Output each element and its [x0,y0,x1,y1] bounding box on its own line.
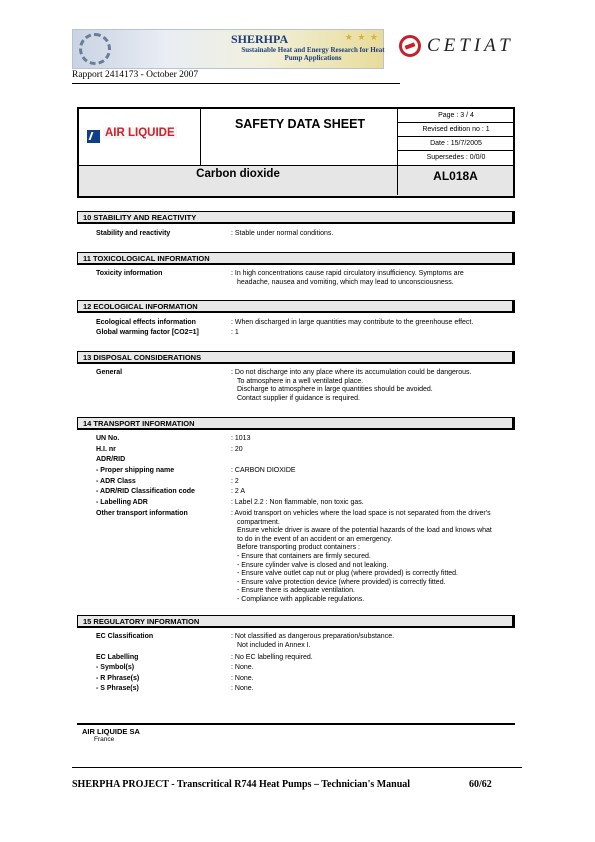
footer-company: AIR LIQUIDE SA [82,727,140,736]
field-value: : Avoid transport on vehicles where the load space is not separated from the driver's [231,510,491,517]
field-value: Contact supplier if guidance is required. [237,394,360,402]
field-label: - ADR Class [96,478,136,485]
field-value: : Label 2.2 : Non flammable, non toxic gas. [231,499,364,506]
company-logo-cell [79,109,201,165]
field-value: headache, nausea and vomiting, which may lead to unconsciousness. [237,279,454,286]
cetiat-logo-text: CETIAT [427,35,514,56]
field-value: - Ensure valve outlet cap nut or plug (where provided) is correctly fitted. [237,570,458,578]
field-value: : No EC labelling required. [231,654,313,661]
field-value: To atmosphere in a well ventilated place. [237,377,364,385]
section-header: 13 DISPOSAL CONSIDERATIONS [77,351,515,364]
sherpha-banner [72,29,384,69]
section-header: 12 ECOLOGICAL INFORMATION [77,300,515,313]
field-value: : In high concentrations cause rapid circulatory insufficiency. Symptoms are [231,270,464,277]
field-label: General [96,369,123,376]
field-value: compartment. [237,518,280,526]
eu-stars-icon: ★ ★ ★ [344,32,379,42]
field-value: : CARBON DIOXIDE [231,467,296,474]
product-row [79,165,513,196]
field-value: : None. [231,685,254,692]
footer-page-number: 60/62 [469,779,492,790]
revision: Revised edition no : 1 [398,123,514,137]
field-value: - Ensure there is adequate ventilation. [237,587,355,595]
field-label: ADR/RID [96,456,126,463]
document-meta [397,109,513,165]
field-label: EC Classification [96,633,154,640]
field-label: - Proper shipping name [96,467,175,474]
field-label: H.I. nr [96,446,116,453]
field-value: : None. [231,664,254,671]
field-label: - S Phrase(s) [96,685,139,692]
field-value: Not included in Annex I. [237,642,311,649]
product-code: AL018A [397,166,513,195]
field-label: - Labelling ADR [96,499,148,506]
document-title: SAFETY DATA SHEET [234,117,366,131]
gear-icon [79,33,111,65]
field-value: : 20 [231,446,243,453]
field-value: : 2 A [231,488,246,495]
footer-project: SHERPHA PROJECT - Transcritical R744 Heat Pumps – Technician's Manual [72,779,411,790]
divider [72,767,522,768]
air-liquide-logo-icon [87,130,100,143]
field-value: Ensure vehicle driver is aware of the potential hazards of the load and knows what [237,527,492,535]
field-label: EC Labelling [96,654,139,661]
field-value: : When discharged in large quantities may contribute to the greenhouse effect. [231,319,474,326]
field-label: - R Phrase(s) [96,675,140,682]
banner-subtitle: Sustainable Heat and Energy Research for Heat Pump Applications [241,46,385,62]
field-value: : None. [231,675,254,682]
footer-country: France [94,736,115,743]
field-value: : 2 [231,478,239,485]
divider [77,723,515,725]
field-value: - Ensure cylinder valve is closed and not leaking. [237,561,389,569]
field-label: Stability and reactivity [96,230,171,237]
sds-header-box [77,107,515,198]
field-label: UN No. [96,435,120,442]
field-label: - Symbol(s) [96,664,135,671]
divider [72,83,400,84]
field-value: Discharge to atmosphere in large quantities should be avoided. [237,386,433,394]
section-header: 15 REGULATORY INFORMATION [77,615,515,628]
page-number: Page : 3 / 4 [398,109,514,123]
field-value: Before transporting product containers : [237,544,360,552]
field-label: Global warming factor [CO2=1] [96,329,199,336]
date: Date : 15/7/2005 [398,137,514,151]
field-value: - Ensure that containers are firmly secured. [237,553,371,560]
field-label: Toxicity information [96,270,163,277]
field-value: - Ensure valve protection device (where provided) is correctly fitted. [237,578,446,586]
field-value: : 1 [231,329,239,336]
section-header: 10 STABILITY AND REACTIVITY [77,211,515,224]
field-value: : 1013 [231,435,251,442]
banner-title: SHERHPA [231,32,289,46]
field-label: Ecological effects information [96,319,196,326]
field-label: Other transport information [96,510,188,517]
supersedes: Supersedes : 0/0/0 [426,154,486,161]
report-reference: Rapport 2414173 - October 2007 [72,70,199,80]
field-value: - Compliance with applicable regulations. [237,596,365,603]
field-value: : Do not discharge into any place where its accumulation could be dangerous. [231,369,472,376]
field-value: : Not classified as dangerous preparation/substance. [231,633,395,640]
cetiat-logo-icon [399,35,421,57]
company-logo-text: AIR LIQUIDE [105,127,175,139]
field-label: - ADR/RID Classification code [96,488,195,495]
section-header: 14 TRANSPORT INFORMATION [77,417,515,430]
field-value: : Stable under normal conditions. [231,230,334,237]
section-header: 11 TOXICOLOGICAL INFORMATION [77,252,515,265]
product-name: Carbon dioxide [196,168,280,180]
field-value: to do in the event of an accident or an emergency. [237,535,393,543]
